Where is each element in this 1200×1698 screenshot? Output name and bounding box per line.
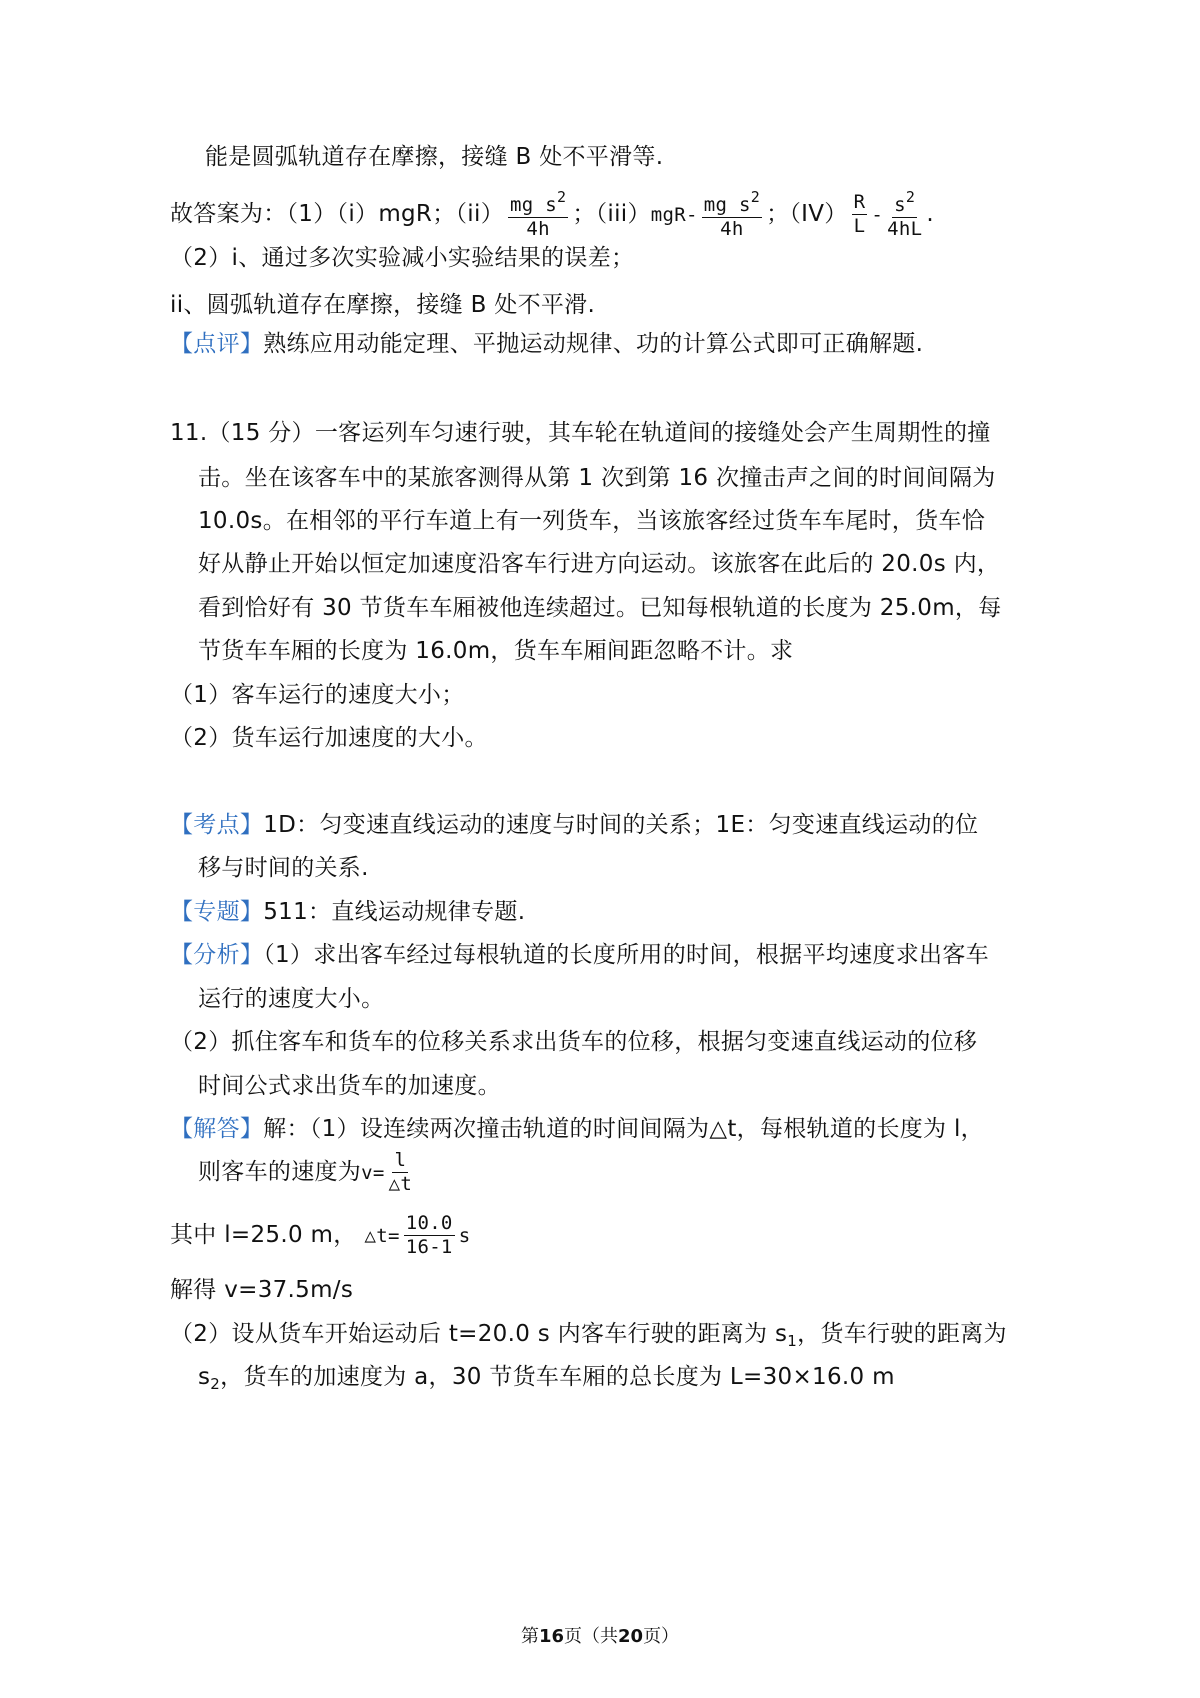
fraction-l-over-dt: $\frac{l}{\triangle t}$ — [388, 1149, 413, 1195]
section-tag: 【专题】 — [170, 899, 264, 925]
question-line: 击。坐在该客车中的某旅客测得从第 1 次到第 16 次撞击声之间的时间间隔为 — [198, 465, 996, 491]
text-line: （2）i、通过多次实验减小实验结果的误差； — [170, 245, 635, 271]
question-line: 11.（15 分）一客运列车匀速行驶，其车轮在轨道间的接缝处会产生周期性的撞 — [170, 420, 991, 446]
jieda-formula-line: 则客车的速度为v= $\frac{l}{\triangle t}$ — [198, 1149, 413, 1195]
section-tag: 【分析】 — [170, 942, 264, 968]
fraction-mgs2-over-4h: $\frac{mg s^2}{4h}$ — [510, 188, 567, 240]
jieda-formula-line: 其中 l=25.0 m， △t= $\frac{10.0}{16-1}$ s — [170, 1212, 471, 1258]
total-pages: 20 — [618, 1626, 644, 1647]
question-line: 节货车车厢的长度为 16.0m，货车车厢间距忽略不计。求 — [198, 638, 794, 664]
jieda-line: $s_2$，货车的加速度为 a，30 节货车车厢的总长度为 L=30×16.0 m — [198, 1364, 895, 1393]
question-line: （2）货车运行加速度的大小。 — [170, 725, 488, 751]
jieda-line: （2）设从货车开始运动后 t=20.0 s 内客车行驶的距离为 $s_1$，货车行驶的距离为 — [170, 1321, 1007, 1350]
fraction-s2-over-4hl: $\frac{s^2}{4hL}$ — [887, 188, 923, 240]
question-line: 好从静止开始以恒定加速度沿客车行进方向运动。该旅客在此后的 20.0s 内， — [198, 551, 1001, 577]
question-line: 看到恰好有 30 节货车车厢被他连续超过。已知每根轨道的长度为 25.0m，每 — [198, 595, 1002, 621]
section-tag: 【考点】 — [170, 812, 264, 838]
kaodian-line: 移与时间的关系. — [198, 855, 369, 881]
jieda-line: 解得 v=37.5m/s — [170, 1277, 354, 1303]
section-tag: 【点评】 — [170, 331, 264, 357]
kaodian-line: 【考点】1D：匀变速直线运动的速度与时间的关系；1E：匀变速直线运动的位 — [170, 812, 979, 838]
fenxi-line: （2）抓住客车和货车的位移关系求出货车的位移，根据匀变速直线运动的位移 — [170, 1029, 978, 1055]
zhuanti-line: 【专题】511：直线运动规律专题. — [170, 899, 526, 925]
fenxi-line: 时间公式求出货车的加速度。 — [198, 1073, 501, 1099]
jieda-line: 【解答】解：（1）设连续两次撞击轨道的时间间隔为△t，每根轨道的长度为 l， — [170, 1116, 984, 1142]
question-line: （1）客车运行的速度大小； — [170, 682, 465, 708]
section-tag: 【解答】 — [170, 1116, 264, 1142]
comment-line: 【点评】熟练应用动能定理、平抛运动规律、功的计算公式即可正确解题. — [170, 331, 924, 357]
question-line: 10.0s。在相邻的平行车道上有一列货车，当该旅客经过货车车尾时，货车恰 — [198, 508, 985, 534]
fraction-10-over-15: $\frac{10.0}{16-1}$ — [405, 1212, 453, 1258]
fraction-r-over-l: $\frac{R}{L}$ — [853, 191, 866, 237]
text-line: ii、圆弧轨道存在摩擦，接缝 B 处不平滑. — [170, 292, 596, 318]
fenxi-line: 【分析】（1）求出客车经过每根轨道的长度所用的时间，根据平均速度求出客车 — [170, 942, 989, 968]
answer-line: 故答案为：（1）（i）mgR；（ii） $\frac{mg s^2}{4h}$ ；（iii）mgR- $\frac{mg s^2}{4h}$ ；（IV） $\frac{R}{L}$ - $\frac{s^2}{4hL}$ . — [170, 188, 934, 240]
fraction-mgs2-over-4h-2: $\frac{mg s^2}{4h}$ — [703, 188, 761, 240]
page-number: 16 — [538, 1626, 564, 1647]
text-line: 能是圆弧轨道存在摩擦，接缝 B 处不平滑等. — [205, 144, 664, 170]
fenxi-line: 运行的速度大小。 — [198, 986, 385, 1012]
page-footer: 第16页（共20页） — [520, 1626, 680, 1647]
